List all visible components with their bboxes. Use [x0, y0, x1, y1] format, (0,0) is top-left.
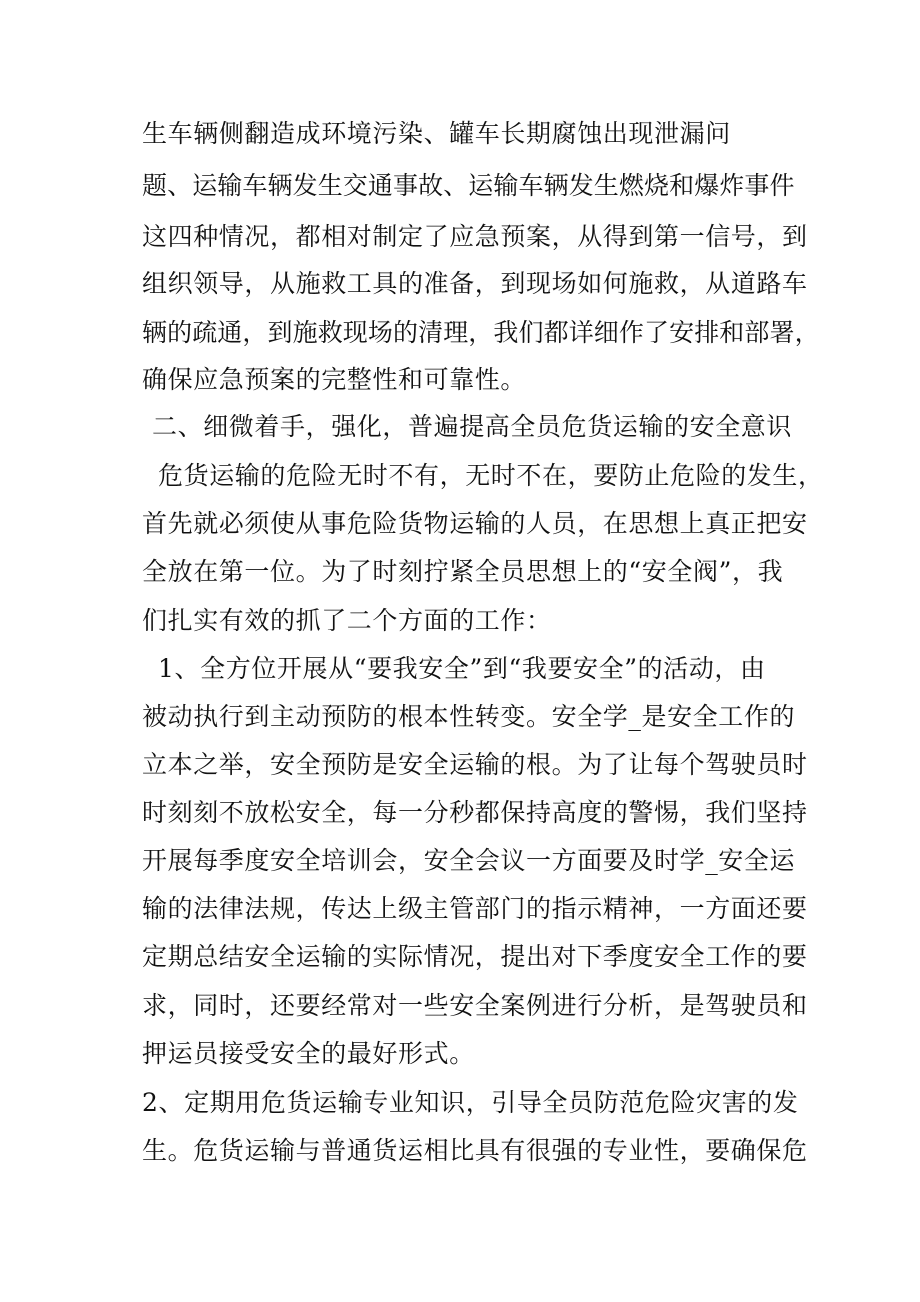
text-line: 2、定期用危货运输专业知识，引导全员防范危险灾害的发: [142, 1088, 799, 1117]
text-line: 首先就必须使从事危险货物运输的人员，在思想上真正把安: [142, 509, 808, 538]
text-line: 生车辆侧翻造成环境污染、罐车长期腐蚀出现泄漏问: [142, 119, 731, 148]
text-line: 求，同时，还要经常对一些安全案例进行分析，是驾驶员和: [142, 991, 808, 1020]
text-line: 辆的疏通，到施救现场的清理，我们都详细作了安排和部署，: [142, 318, 820, 347]
text-line: 1、全方位开展从“要我安全”到“我要安全”的活动，由: [158, 654, 766, 683]
text-line: 确保应急预案的完整性和可靠性。: [142, 365, 527, 394]
text-line: 们扎实有效的抓了二个方面的工作：: [142, 606, 552, 635]
text-line: 组织领导，从施救工具的准备，到现场如何施救，从道路车: [142, 269, 808, 298]
text-line: 被动执行到主动预防的根本性转变。安全学_是安全工作的: [142, 702, 796, 731]
text-line: 这四种情况，都相对制定了应急预案，从得到第一信号，到: [142, 222, 808, 251]
text-line: 生。危货运输与普通货运相比具有很强的专业性，要确保危: [142, 1136, 808, 1165]
text-line: 题、运输车辆发生交通事故、运输车辆发生燃烧和爆炸事件: [142, 171, 795, 200]
text-line: 危货运输的危险无时不有，无时不在，要防止危险的发生，: [158, 461, 824, 490]
text-line: 时刻刻不放松安全，每一分秒都保持高度的警惕，我们坚持: [142, 798, 808, 827]
text-line: 定期总结安全运输的实际情况，提出对下季度安全工作的要: [142, 942, 808, 971]
text-line: 押运员接受安全的最好形式。: [142, 1039, 475, 1068]
text-line: 输的法律法规，传达上级主管部门的指示精神，一方面还要: [142, 894, 808, 923]
text-line: 立本之举，安全预防是安全运输的根。为了让每个驾驶员时: [142, 750, 808, 779]
text-line: 全放在第一位。为了时刻拧紧全员思想上的“安全阀”，我: [142, 557, 784, 586]
section-heading: 二、细微着手，强化，普遍提高全员危货运输的安全意识: [152, 412, 793, 441]
text-line: 开展每季度安全培训会，安全会议一方面要及时学_安全运: [142, 846, 796, 875]
